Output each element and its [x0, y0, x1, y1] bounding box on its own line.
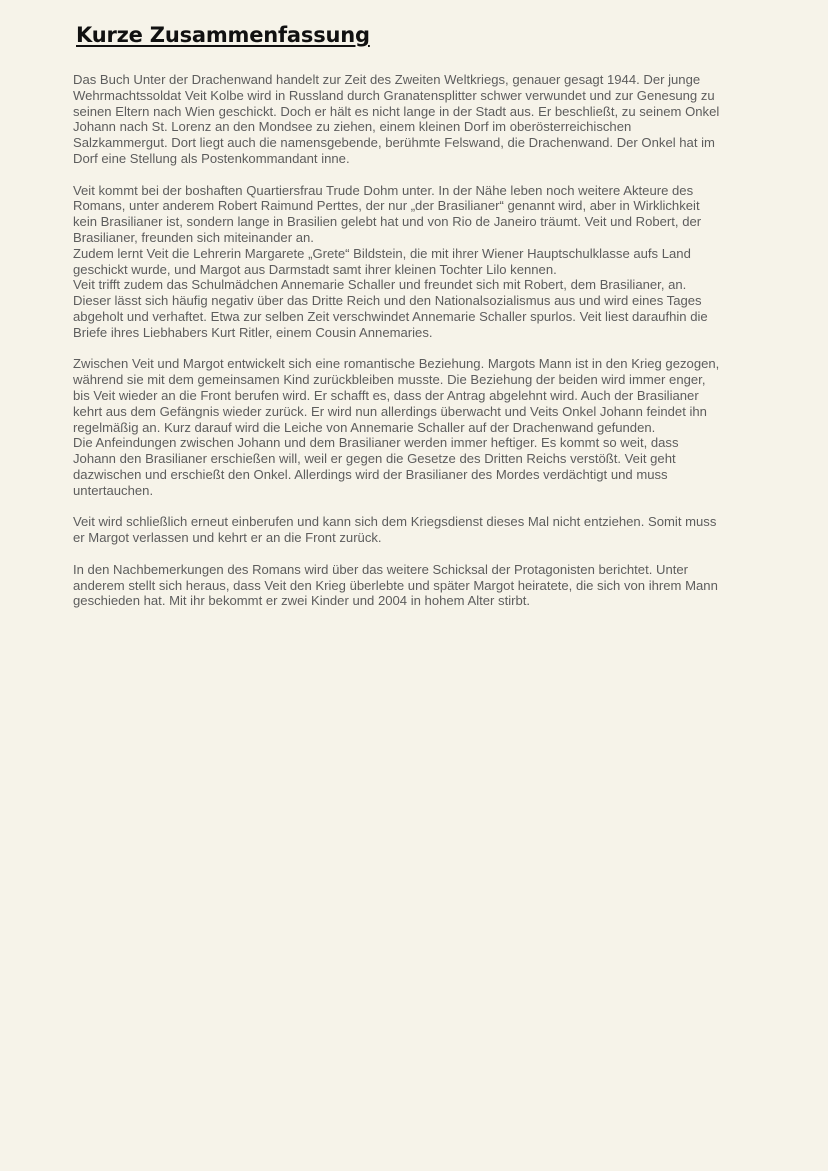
text-line: Salzkammergut. Dort liegt auch die namensgebende, berühmte Felswand, die Drachenwand. Der Onkel hat im	[73, 135, 715, 151]
summary-paragraph	[73, 514, 763, 546]
text-line: geschickt wurde, und Margot aus Darmstadt samt ihrer kleinen Tochter Lilo kennen.	[73, 261, 557, 277]
text-line: Zudem lernt Veit die Lehrerin Margarete „Grete“ Bildstein, die mit ihrer Wiener Hauptschulklasse aufs Land	[73, 245, 691, 261]
text-line: seinen Eltern nach Wien geschickt. Doch er hält es nicht lange in der Stadt aus. Er beschließt, zu seinem Onkel	[73, 103, 720, 119]
text-line: Veit kommt bei der boshaften Quartiersfrau Trude Dohm unter. In der Nähe leben noch weitere Akteure des	[73, 182, 694, 198]
summary-paragraph	[73, 562, 763, 609]
text-line: geschieden hat. Mit ihr bekommt er zwei Kinder und 2004 in hohem Alter stirbt.	[73, 593, 531, 609]
text-line: Romans, unter anderem Robert Raimund Perttes, der nur „der Brasilianer“ genannt wird, aber in Wirklichkeit	[73, 198, 700, 214]
text-line: Wehrmachtssoldat Veit Kolbe wird in Russland durch Granatensplitter schwer verwundet und zur Genesung zu	[73, 87, 715, 103]
text-line: kehrt aus dem Gefängnis wieder zurück. Er wird nun allerdings überwacht und Veits Onkel Johann feindet ihn	[73, 403, 707, 419]
text-line: Dieser lässt sich häufig negativ über das Dritte Reich und den Nationalsozialismus aus und wird eines Tages	[73, 293, 702, 309]
text-line: Das Buch Unter der Drachenwand handelt zur Zeit des Zweiten Weltkriegs, genauer gesagt 1944. Der junge	[73, 72, 701, 87]
text-line: Die Anfeindungen zwischen Johann und dem Brasilianer werden immer heftiger. Es kommt so weit, dass	[73, 435, 679, 451]
page-title: Kurze Zusammenfassung	[76, 23, 370, 47]
text-line: Briefe ihres Liebhabers Kurt Ritler, einem Cousin Annemaries.	[73, 324, 433, 340]
summary-paragraph	[73, 356, 763, 498]
text-line: dazwischen und erschießt den Onkel. Allerdings wird der Brasilianer des Mordes verdächtigt und muss	[73, 466, 668, 482]
text-line: Veit wird schließlich erneut einberufen und kann sich dem Kriegsdienst dieses Mal nicht entziehen. Somit muss	[73, 514, 717, 530]
text-line: In den Nachbemerkungen des Romans wird über das weitere Schicksal der Protagonisten berichtet. Unter	[73, 561, 689, 577]
text-line: Veit trifft zudem das Schulmädchen Annemarie Schaller und freundet sich mit Robert, dem Brasilianer, an.	[73, 277, 687, 293]
summary-paragraph	[73, 72, 763, 167]
text-line: er Margot verlassen und kehrt er an die Front zurück.	[73, 530, 382, 546]
text-line: regelmäßig an. Kurz darauf wird die Leiche von Annemarie Schaller auf der Drachenwand gefunden.	[73, 419, 656, 435]
text-line: abgeholt und verhaftet. Etwa zur selben Zeit verschwindet Annemarie Schaller spurlos. Veit liest daraufhin die	[73, 308, 708, 324]
text-line: während sie mit dem gemeinsamen Kind zurückbleiben musste. Die Beziehung der beiden wird immer enger,	[73, 372, 706, 388]
text-line: kein Brasilianer ist, sondern lange in Brasilien gelebt hat und von Rio de Janeiro träumt. Veit und Robert, der	[73, 214, 702, 230]
text-line: Brasilianer, freunden sich miteinander an.	[73, 229, 314, 245]
text-line: Johann den Brasilianer erschießen will, weil er gegen die Gesetze des Dritten Reichs verstößt. Veit geht	[73, 451, 676, 467]
text-line: untertauchen.	[73, 482, 154, 498]
text-line: Zwischen Veit und Margot entwickelt sich eine romantische Beziehung. Margots Mann ist in den Krieg gezogen,	[73, 356, 720, 372]
summary-paragraph	[73, 183, 763, 341]
text-line: anderem stellt sich heraus, dass Veit den Krieg überlebte und später Margot heiratete, die sich von ihrem Mann	[73, 577, 718, 593]
text-line: Dorf eine Stellung als Postenkommandant inne.	[73, 150, 350, 166]
text-line: bis Veit wieder an die Front berufen wird. Er schafft es, dass der Antrag abgelehnt wird. Auch der Brasilianer	[73, 387, 699, 403]
summary-body	[73, 72, 763, 625]
text-line: Johann nach St. Lorenz an den Mondsee zu ziehen, einem kleinen Dorf im oberösterreichischen	[73, 119, 632, 135]
